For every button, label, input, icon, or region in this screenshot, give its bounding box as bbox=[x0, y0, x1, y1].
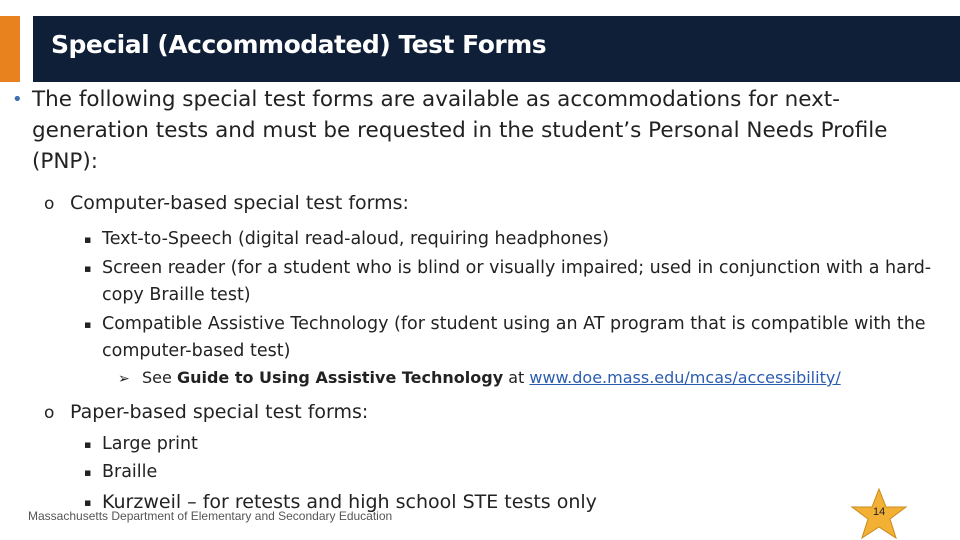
intro-paragraph bbox=[12, 84, 947, 177]
square-bullet-icon: ▪ bbox=[84, 496, 92, 509]
list-item: ▪ Kurzweil – for retests and high school STE tests only bbox=[84, 489, 944, 516]
square-bullet-icon: ▪ bbox=[84, 262, 92, 275]
guide-title: Guide to Using Assistive Technology bbox=[176, 368, 504, 387]
list-item: ▪ Large print bbox=[84, 431, 944, 458]
list-item: ▪ Screen reader (for a student who is blind or visually impaired; used in conjunction with a hard-copy Braille test) bbox=[84, 255, 944, 309]
square-bullet-icon: ▪ bbox=[84, 233, 92, 246]
list-item: ▪ Compatible Assistive Technology (for student using an AT program that is compatible with the computer-based test) bbox=[84, 311, 944, 365]
circle-bullet-icon: o bbox=[44, 403, 55, 423]
bullet-icon: • bbox=[12, 89, 23, 110]
square-bullet-icon: ▪ bbox=[84, 466, 92, 479]
assistive-tech-note: ➢ See Guide to Using Assistive Technology at www.doe.mass.edu/mcas/accessibility/ bbox=[118, 366, 841, 391]
list-item: ▪ Text-to-Speech (digital read-aloud, requiring headphones) bbox=[84, 226, 944, 253]
paper-based-heading: o Paper-based special test forms: bbox=[44, 401, 369, 423]
circle-bullet-icon: o bbox=[44, 194, 55, 214]
computer-based-heading: o Computer-based special test forms: bbox=[44, 192, 409, 214]
square-bullet-icon: ▪ bbox=[84, 318, 92, 331]
page-number: 14 bbox=[873, 506, 886, 518]
list-item: ▪ Braille bbox=[84, 459, 944, 486]
accessibility-link[interactable]: www.doe.mass.edu/mcas/accessibility/ bbox=[529, 368, 841, 387]
square-bullet-icon: ▪ bbox=[84, 438, 92, 451]
arrow-bullet-icon: ➢ bbox=[118, 371, 130, 387]
slide-title: Special (Accommodated) Test Forms bbox=[51, 30, 547, 59]
intro-text: The following special test forms are available as accommodations for next-generation tests and must be requested in the student’s Personal Needs Profile (PNP): bbox=[32, 87, 888, 174]
footer-organization: Massachusetts Department of Elementary and Secondary Education bbox=[28, 509, 393, 523]
